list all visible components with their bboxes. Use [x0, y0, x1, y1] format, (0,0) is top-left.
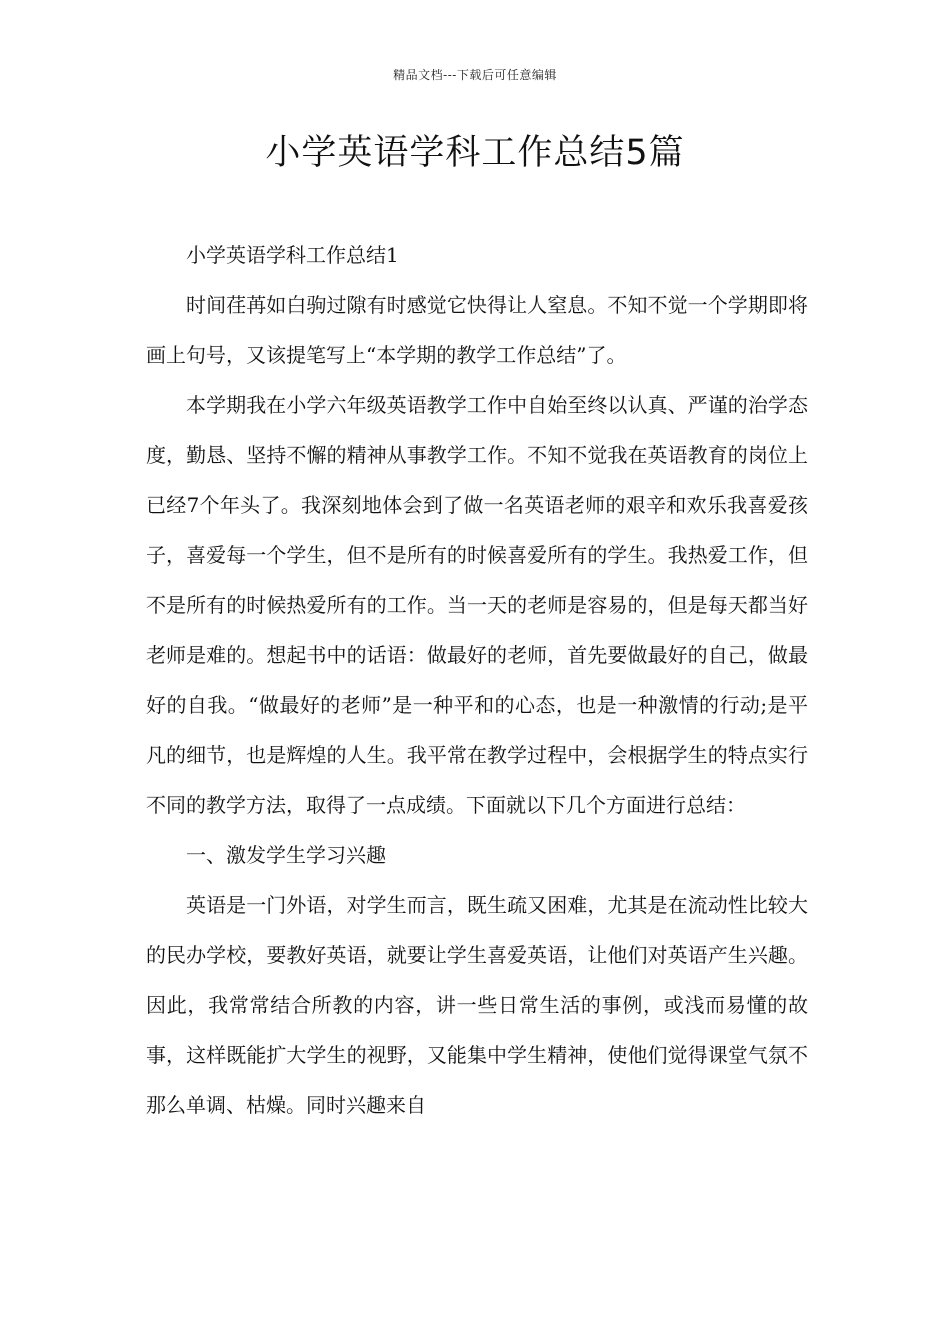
paragraph: 英语是一门外语，对学生而言，既生疏又困难，尤其是在流动性比较大的民办学校，要教好英语，就要让学生喜爱英语，让他们对英语产生兴趣。因此，我常常结合所教的内容，讲一些日常生活的事例，或浅而易懂的故事，这样既能扩大学生的视野，又能集中学生精神，使他们觉得课堂气氛不那么单调、枯燥。同时兴趣来自 — [146, 893, 808, 1117]
header-note: 精品文档---下载后可任意编辑 — [393, 68, 557, 82]
section-heading: 一、激发学生学习兴趣 — [186, 843, 386, 867]
paragraph: 本学期我在小学六年级英语教学工作中自始至终以认真、严谨的治学态度，勤恳、坚持不懈的精神从事教学工作。不知不觉我在英语教育的岗位上已经7个年头了。我深刻地体会到了做一名英语老师的艰辛和欢乐我喜爱孩子，喜爱每一个学生，但不是所有的时候喜爱所有的学生。我热爱工作，但不是所有的时候热爱所有的工作。当一天的老师是容易的，但是每天都当好老师是难的。想起书中的话语：做最好的老师，首先要做最好的自己，做最好的自我。“做最好的老师”是一种平和的心态，也是一种激情的行动;是平凡的细节，也是辉煌的人生。我平常在教学过程中，会根据学生的特点实行不同的教学方法，取得了一点成绩。下面就以下几个方面进行总结： — [146, 393, 808, 817]
section-heading: 小学英语学科工作总结1 — [186, 243, 399, 267]
document-title: 小学英语学科工作总结5篇 — [265, 133, 685, 173]
paragraph: 时间荏苒如白驹过隙有时感觉它快得让人窒息。不知不觉一个学期即将画上句号，又该提笔写上“本学期的教学工作总结”了。 — [146, 293, 808, 367]
document-body — [146, 230, 808, 1130]
